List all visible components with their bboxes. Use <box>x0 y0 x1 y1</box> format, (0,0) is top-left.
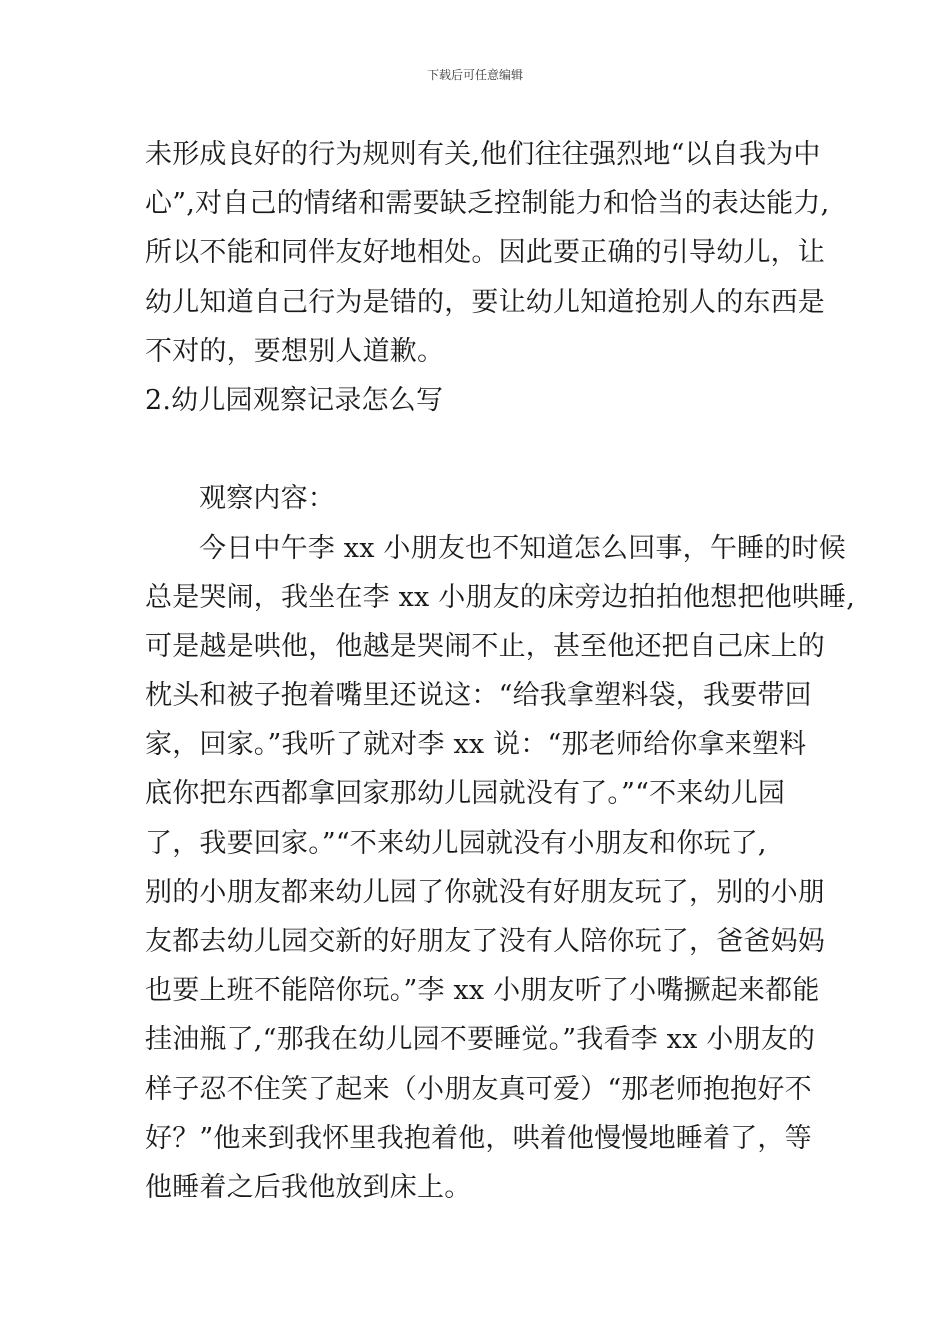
text-line: 别的小朋友都来幼儿园了你就没有好朋友玩了，别的小朋 <box>145 876 825 908</box>
text-line: 今日中午李 xx 小朋友也不知道怎么回事，午睡的时候 <box>199 532 846 564</box>
text-line: 他睡着之后我他放到床上。 <box>145 1171 472 1203</box>
text-line: 了，我要回家。”“不来幼儿园就没有小朋友和你玩了, <box>145 827 767 859</box>
text-line: 所以不能和同伴友好地相处。因此要正确的引导幼儿，让 <box>145 237 825 269</box>
text-line: 心”,对自己的情绪和需要缺乏控制能力和恰当的表达能力, <box>145 188 830 220</box>
text-line: 总是哭闹，我坐在李 xx 小朋友的床旁边拍拍他想把他哄睡, <box>145 581 856 613</box>
text-line: 可是越是哄他，他越是哭闹不止，甚至他还把自己床上的 <box>145 630 825 662</box>
text-line: 幼儿知道自己行为是错的，要让幼儿知道抢别人的东西是 <box>145 286 825 318</box>
text-line: 家，回家。”我听了就对李 xx 说：“那老师给你拿来塑料 <box>145 729 807 761</box>
section-heading: 2.幼儿园观察记录怎么写 <box>145 384 444 416</box>
text-line: 枕头和被子抱着嘴里还说这：“给我拿塑料袋，我要带回 <box>145 680 812 712</box>
observation-label: 观察内容： <box>199 483 335 515</box>
text-line: 友都去幼儿园交新的好朋友了没有人陪你玩了，爸爸妈妈 <box>145 926 825 957</box>
page-header: 下载后可任意编辑 <box>426 68 523 82</box>
text-line: 未形成良好的行为规则有关,他们往往强烈地“以自我为中 <box>145 139 821 170</box>
text-line: 样子忍不住笑了起来（小朋友真可爱）“那老师抱抱好不 <box>145 1073 812 1105</box>
observation-paragraph <box>145 524 856 1213</box>
document-body <box>145 130 856 1212</box>
blank-line <box>145 425 815 474</box>
paragraph-continued <box>145 130 830 376</box>
text-line: 也要上班不能陪你玩。”李 xx 小朋友听了小嘴撅起来都能 <box>145 975 820 1007</box>
text-line: 底你把东西都拿回家那幼儿园就没有了。”“不来幼儿园 <box>145 778 786 810</box>
text-line: 挂油瓶了,“那我在幼儿园不要睡觉。”我看李 xx 小朋友的 <box>145 1024 816 1056</box>
text-line: 好？”他来到我怀里我抱着他，哄着他慢慢地睡着了，等 <box>145 1122 812 1154</box>
text-line: 不对的，要想别人道歉。 <box>145 335 445 367</box>
